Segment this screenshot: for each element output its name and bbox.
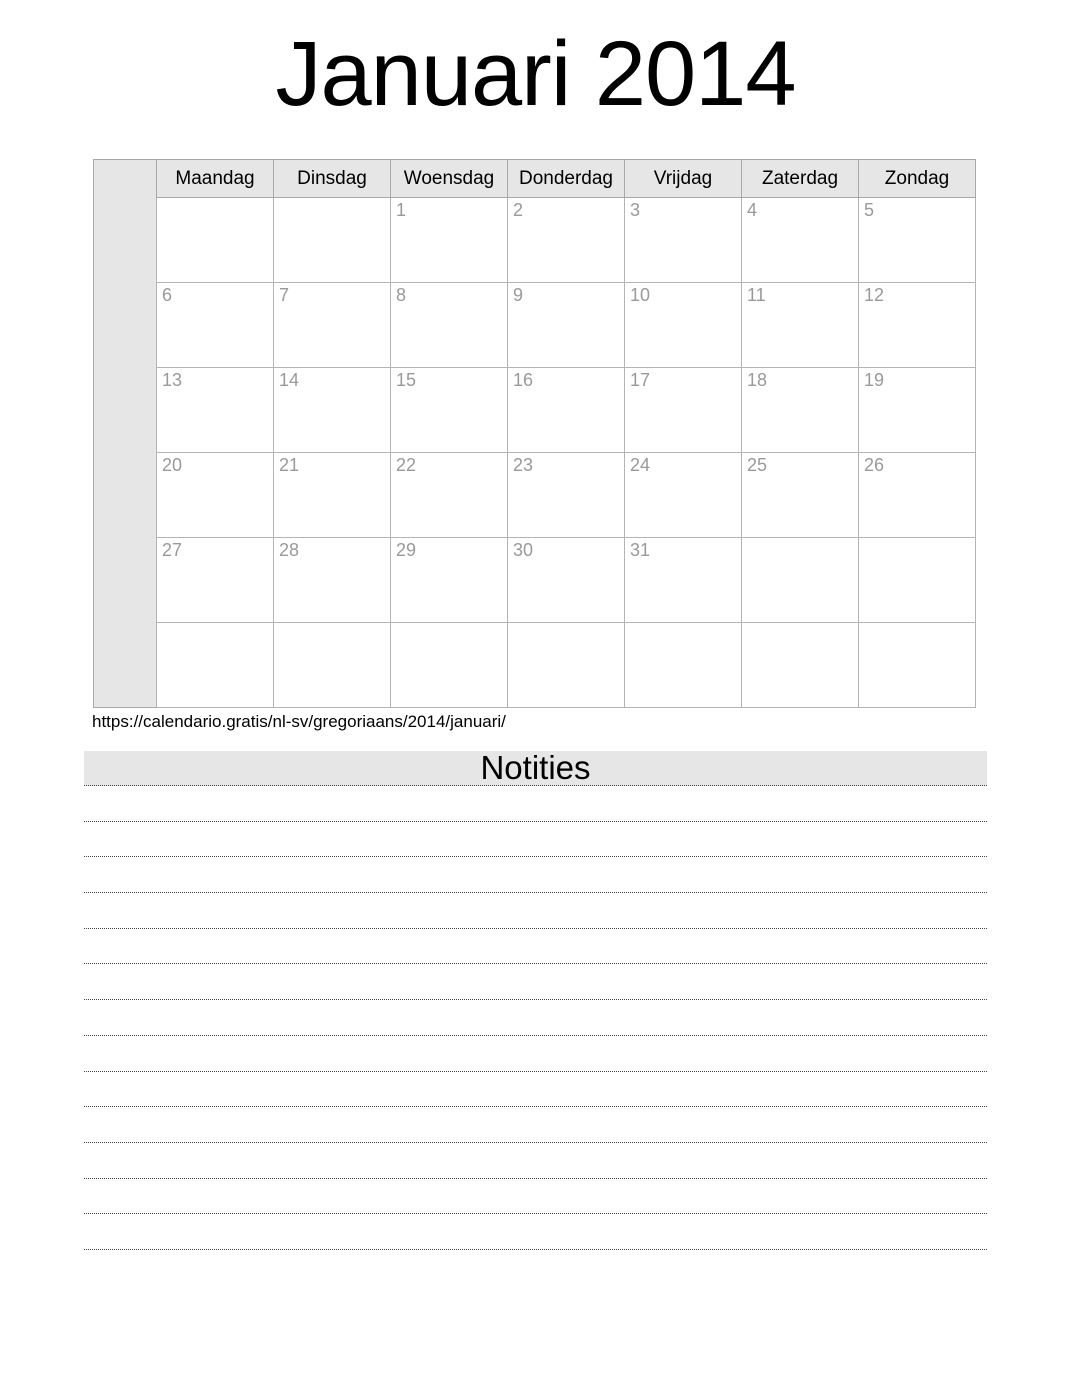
week-row [157,283,976,368]
day-cell-empty [859,623,976,708]
day-number: 29 [396,540,417,560]
day-cell-22 [391,453,508,538]
day-cell-31 [625,538,742,623]
calendar-left-strip [93,159,157,708]
day-number: 28 [279,540,300,560]
note-line [84,822,987,858]
day-cell-empty [742,623,859,708]
weekday-header-donderdag: Donderdag [508,160,625,198]
notes-header: Notities [84,751,987,786]
day-number: 13 [162,370,183,390]
day-number: 10 [630,285,651,305]
day-cell-18 [742,368,859,453]
day-cell-15 [391,368,508,453]
day-cell-8 [391,283,508,368]
day-cell-12 [859,283,976,368]
weekday-header-row [157,160,976,198]
weekday-header-dinsdag: Dinsdag [274,160,391,198]
day-cell-16 [508,368,625,453]
weekday-header-zaterdag: Zaterdag [742,160,859,198]
day-cell-4 [742,198,859,283]
day-number: 16 [513,370,534,390]
day-number: 17 [630,370,651,390]
day-number [859,623,975,625]
note-line [84,1036,987,1072]
day-cell-3 [625,198,742,283]
day-cell-20 [157,453,274,538]
day-number [859,538,975,540]
week-row [157,453,976,538]
day-cell-23 [508,453,625,538]
day-number: 19 [864,370,885,390]
week-row [157,368,976,453]
day-cell-26 [859,453,976,538]
day-number: 31 [630,540,651,560]
weekday-header-woensdag: Woensdag [391,160,508,198]
week-row [157,538,976,623]
day-number: 24 [630,455,651,475]
day-cell-30 [508,538,625,623]
day-number: 11 [747,285,766,305]
day-number: 3 [630,200,641,220]
notes-lines [84,786,987,1250]
note-line [84,964,987,1000]
day-number [625,623,741,625]
note-line [84,1000,987,1036]
day-cell-14 [274,368,391,453]
day-number: 1 [396,200,407,220]
day-cell-empty [742,538,859,623]
day-number: 30 [513,540,534,560]
note-line [84,857,987,893]
calendar-body [157,198,976,708]
day-cell-21 [274,453,391,538]
weekday-header-maandag: Maandag [157,160,274,198]
day-number [157,623,273,625]
note-line [84,1107,987,1143]
day-number [508,623,624,625]
day-cell-10 [625,283,742,368]
note-line [84,1214,987,1250]
day-number: 23 [513,455,534,475]
day-cell-19 [859,368,976,453]
day-number: 6 [162,285,173,305]
note-line [84,1072,987,1108]
note-line [84,786,987,822]
day-number: 8 [396,285,407,305]
source-url: https://calendario.gratis/nl-sv/gregoriaans/2014/januari/ [92,712,506,731]
day-number: 14 [279,370,300,390]
day-cell-empty [274,623,391,708]
day-cell-7 [274,283,391,368]
day-cell-empty [859,538,976,623]
day-cell-29 [391,538,508,623]
day-number: 9 [513,285,524,305]
week-row [157,623,976,708]
day-number: 20 [162,455,183,475]
day-cell-28 [274,538,391,623]
day-number: 27 [162,540,183,560]
day-cell-empty [157,623,274,708]
day-number [391,623,507,625]
day-cell-empty [508,623,625,708]
day-number [742,623,858,625]
day-cell-17 [625,368,742,453]
day-number: 18 [747,370,768,390]
day-cell-27 [157,538,274,623]
page-title: Januari 2014 [275,23,796,125]
day-cell-empty [625,623,742,708]
day-cell-empty [391,623,508,708]
day-number [742,538,858,540]
day-number: 25 [747,455,768,475]
calendar-header [157,160,976,198]
notes-section [84,751,987,1250]
week-row [157,198,976,283]
weekday-header-zondag: Zondag [859,160,976,198]
day-cell-empty [274,198,391,283]
day-number: 5 [864,200,875,220]
day-cell-13 [157,368,274,453]
day-cell-5 [859,198,976,283]
day-cell-1 [391,198,508,283]
day-cell-6 [157,283,274,368]
day-cell-9 [508,283,625,368]
day-number: 4 [747,200,758,220]
weekday-header-vrijdag: Vrijdag [625,160,742,198]
day-number: 7 [279,285,290,305]
day-number: 2 [513,200,524,220]
day-number [274,623,390,625]
day-cell-empty [157,198,274,283]
day-number: 22 [396,455,417,475]
day-number: 21 [279,455,300,475]
day-cell-2 [508,198,625,283]
note-line [84,1179,987,1215]
day-number [274,198,390,200]
day-cell-11 [742,283,859,368]
calendar-table [156,159,976,708]
day-number: 26 [864,455,885,475]
day-number: 15 [396,370,417,390]
calendar-section [93,159,976,708]
day-number [157,198,273,200]
day-cell-24 [625,453,742,538]
note-line [84,893,987,929]
note-line [84,1143,987,1179]
note-line [84,929,987,965]
day-cell-25 [742,453,859,538]
day-number: 12 [864,285,885,305]
